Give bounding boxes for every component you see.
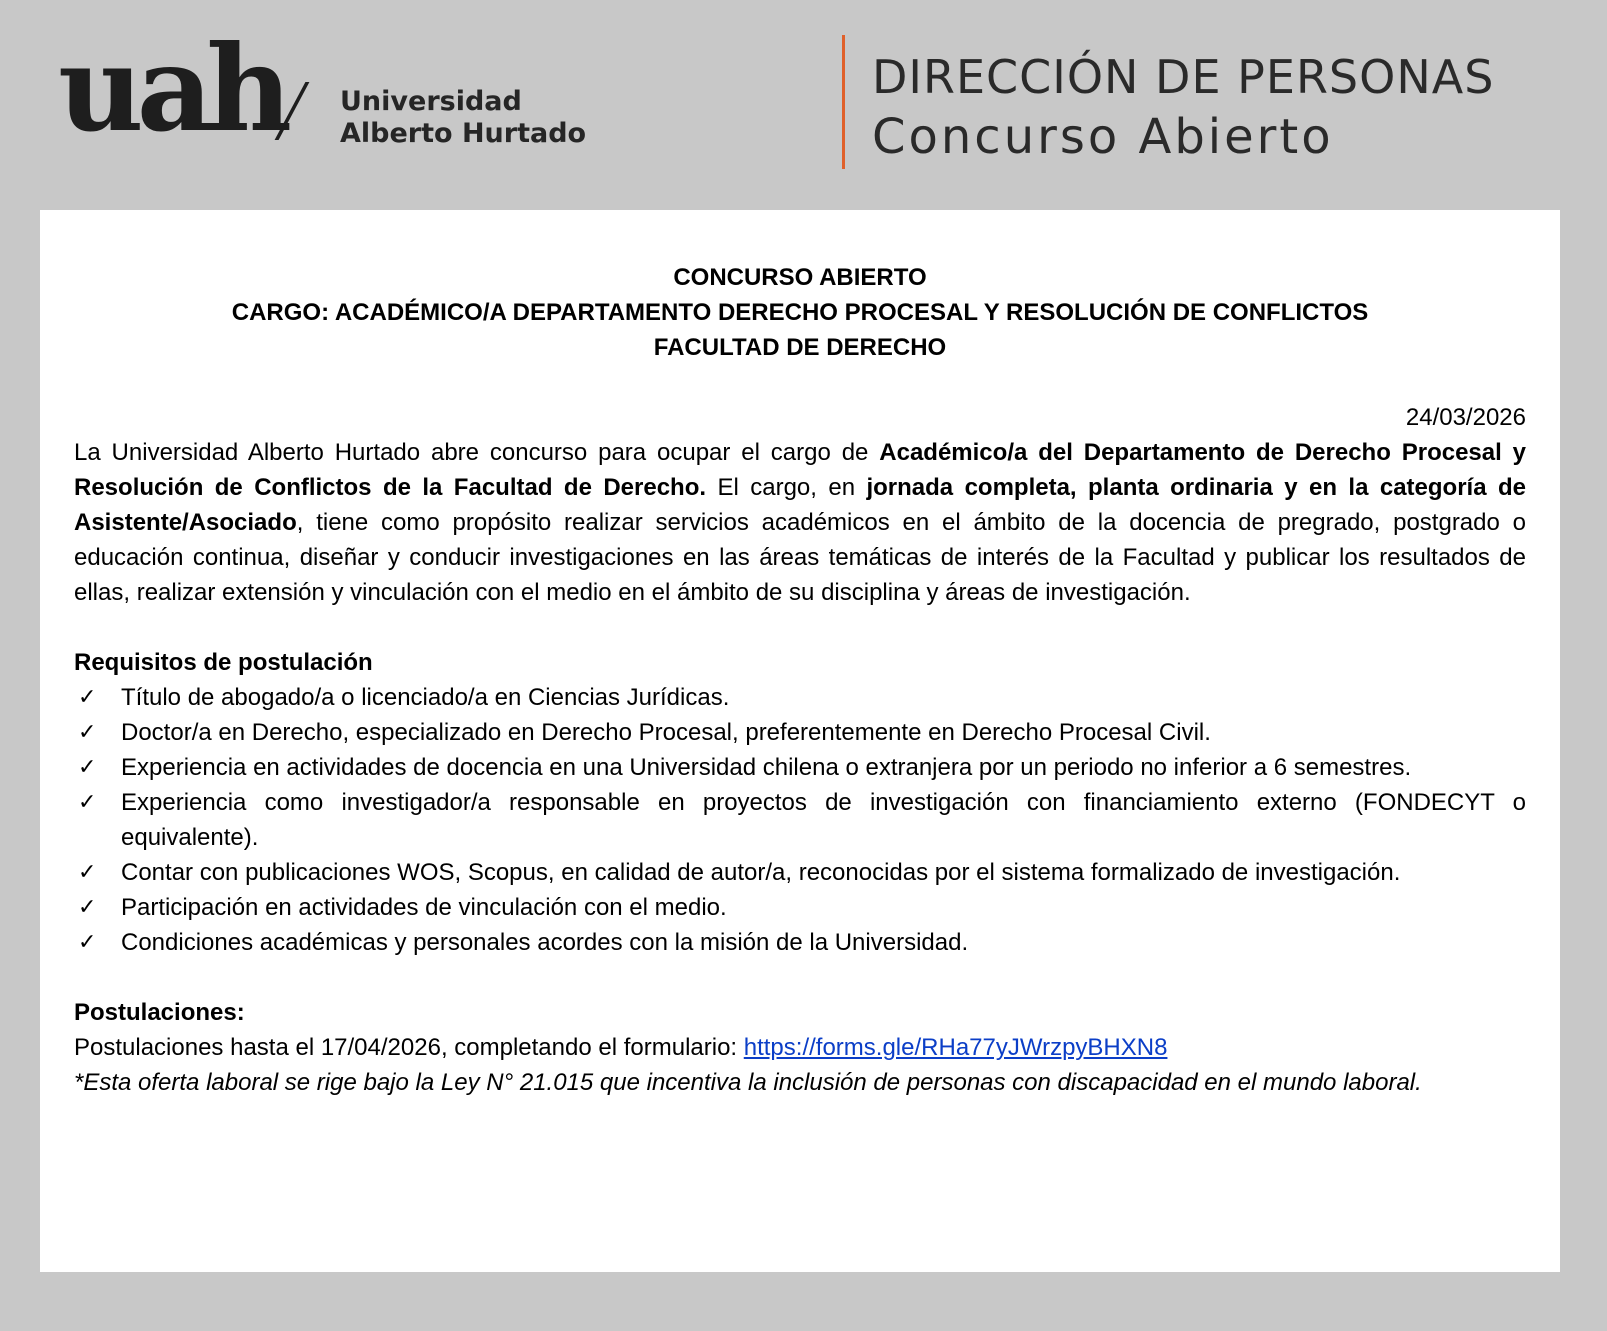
list-item (74, 750, 1526, 785)
intro-text-3: , tiene como propósito realizar servicios académicos en el ámbito de la docencia de pregrado, postgrado o educación continua, diseñar y conducir investigaciones en las áreas temáticas de interés de la Facultad y publicar los resultados de ellas, realizar extensión y vinculación con el medio en el ámbito de su disciplina y áreas de investigación. (74, 509, 1526, 606)
requirement-text: Doctor/a en Derecho, especializado en Derecho Procesal, preferentemente en Derecho Procesal Civil. (121, 719, 1211, 746)
header-divider (842, 35, 845, 169)
intro-position-name: Académico/a del Departamento de Derecho Procesal y Resolución de Conflictos de la Facultad de Derecho. (74, 439, 1527, 501)
list-item (74, 890, 1526, 925)
requirement-text: Contar con publicaciones WOS, Scopus, en calidad de autor/a, reconocidas por el sistema formalizado de investigación. (121, 859, 1401, 886)
title-line-1: CONCURSO ABIERTO (673, 264, 927, 291)
page-header (0, 0, 1607, 210)
title-line-2: CARGO: ACADÉMICO/A DEPARTAMENTO DERECHO PROCESAL Y RESOLUCIÓN DE CONFLICTOS (231, 299, 1369, 326)
intro-paragraph (74, 435, 1526, 610)
announcement-card (40, 210, 1560, 1272)
announcement-subtitle: Concurso Abierto (872, 109, 1334, 165)
applications-text: Postulaciones hasta el 17/04/2026, completando el formulario: (74, 1034, 744, 1061)
department-title: DIRECCIÓN DE PERSONAS (872, 50, 1495, 104)
list-item (74, 715, 1526, 750)
university-name (340, 86, 586, 151)
list-item (74, 680, 1526, 715)
checkmark-icon: ✓ (78, 895, 97, 920)
checkmark-icon: ✓ (78, 720, 97, 745)
requirements-heading: Requisitos de postulación (74, 649, 373, 676)
checkmark-icon: ✓ (78, 930, 97, 955)
requirement-text: Experiencia como investigador/a responsable en proyectos de investigación con financiamiento externo (FONDECYT o equivalente). (121, 789, 1526, 851)
application-form-link[interactable]: https://forms.gle/RHa77yJWrzpyBHXN8 (743, 1034, 1168, 1061)
university-name-line1: Universidad (340, 86, 522, 117)
title-line-3: FACULTAD DE DERECHO (653, 334, 947, 361)
inclusion-law-note: *Esta oferta laboral se rige bajo la Ley N° 21.015 que incentiva la inclusión de personas con discapacidad en el mundo laboral. (74, 1069, 1422, 1096)
publication-date: 24/03/2026 (1405, 404, 1526, 431)
checkmark-icon: ✓ (78, 755, 97, 780)
intro-text-2: El cargo, en (706, 474, 867, 501)
checkmark-icon: ✓ (78, 860, 97, 885)
intro-text-1: La Universidad Alberto Hurtado abre concurso para ocupar el cargo de (74, 439, 880, 466)
requirements-list (74, 680, 1526, 960)
applications-heading: Postulaciones: (74, 999, 245, 1026)
list-item (74, 925, 1526, 960)
requirement-text: Condiciones académicas y personales acordes con la misión de la Universidad. (121, 929, 969, 956)
requirement-text: Título de abogado/a o licenciado/a en Ciencias Jurídicas. (121, 684, 730, 711)
applications-deadline (74, 1030, 1526, 1065)
checkmark-icon: ✓ (78, 685, 97, 710)
list-item (74, 785, 1526, 855)
requirement-text: Experiencia en actividades de docencia en una Universidad chilena o extranjera por un periodo no inferior a 6 semestres. (121, 754, 1412, 781)
list-item (74, 855, 1526, 890)
announcement-content (74, 260, 1526, 1100)
requirement-text: Participación en actividades de vinculación con el medio. (121, 894, 727, 921)
intro-position-terms: jornada completa, planta ordinaria y en la categoría de Asistente/Asociado (74, 474, 1526, 536)
university-name-line2: Alberto Hurtado (340, 118, 587, 150)
document-title (74, 260, 1526, 365)
uah-logo-mark: uah (58, 19, 286, 158)
checkmark-icon: ✓ (78, 790, 97, 815)
